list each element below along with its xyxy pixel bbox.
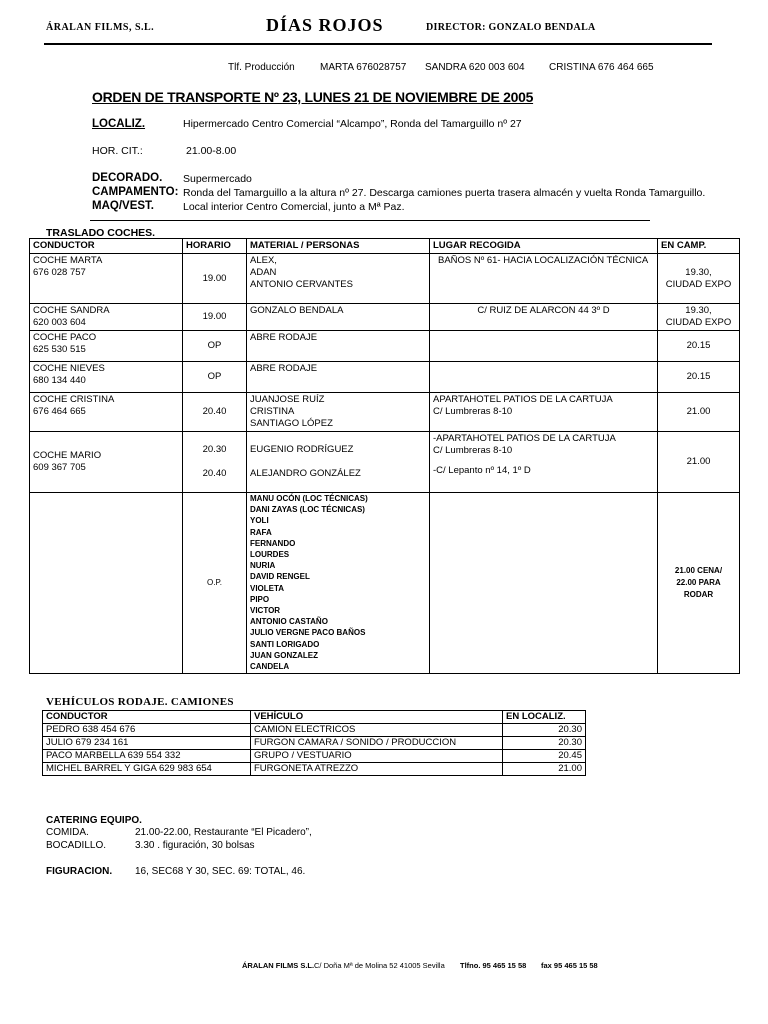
table-row	[30, 304, 740, 331]
vehiculo-cell: FURGONETA ATREZZO	[251, 763, 503, 776]
director-label: DIRECTOR: GONZALO BENDALA	[426, 22, 596, 33]
lugar-cell	[430, 432, 658, 493]
lugar-name: -APARTAHOTEL PATIOS DE LA CARTUJA	[433, 433, 616, 444]
vehiculos-table	[42, 710, 586, 776]
persona: SANTI LORIGADO	[250, 639, 320, 649]
lugar-cell	[430, 393, 658, 432]
traslado-title: TRASLADO COCHES.	[46, 227, 156, 239]
persona: LOURDES	[250, 550, 290, 560]
camp-time: 19.30,	[685, 266, 712, 278]
maq-vest-label: MAQ/VEST.	[92, 200, 154, 212]
personas-cell	[247, 432, 430, 493]
camp-cell: 20.15	[658, 362, 740, 393]
phone-cristina: CRISTINA 676 464 665	[549, 62, 654, 73]
col-material: MATERIAL / PERSONAS	[247, 239, 430, 254]
table-row	[30, 331, 740, 362]
catering-title: CATERING EQUIPO.	[46, 815, 142, 826]
company-name: ÁRALAN FILMS, S.L.	[46, 22, 155, 33]
persona: CANDELA	[250, 662, 290, 672]
footer-fax: fax 95 465 15 58	[541, 961, 598, 970]
footer-company: ÁRALAN FILMS S.L.	[242, 961, 315, 970]
col-localiz: EN LOCALIZ.	[503, 711, 586, 724]
hor-cit-label: HOR. CIT.:	[92, 145, 143, 157]
horario-cell: OP	[183, 362, 247, 393]
conductor-cell	[30, 432, 183, 493]
conductor-name: COCHE MARIO	[33, 450, 102, 461]
persona: VIOLETA	[250, 583, 285, 593]
lugar-cell: BAÑOS Nº 61- HACIA LOCALIZACIÓN TÉCNICA	[430, 254, 658, 304]
col-camp: EN CAMP.	[658, 239, 740, 254]
conductor-name: COCHE CRISTINA	[33, 394, 115, 405]
lugar-cell	[430, 493, 658, 674]
conductor-phone: 676 464 665	[33, 406, 86, 417]
table-row	[43, 724, 586, 737]
conductor-phone: 620 003 604	[33, 317, 86, 328]
horario-cell: 19.00	[183, 304, 247, 331]
camp-place: CIUDAD EXPO	[665, 317, 732, 328]
personas-cell: GONZALO BENDALA	[247, 304, 430, 331]
horario-1: 20.30	[202, 444, 227, 455]
conductor-phone: 676 028 757	[33, 267, 86, 278]
comida-label: COMIDA.	[46, 827, 89, 838]
lugar-cell	[430, 331, 658, 362]
camp-line: 21.00 CENA/	[674, 566, 723, 576]
table-row	[43, 763, 586, 776]
conductor-phone: 625 530 515	[33, 344, 86, 355]
camp-cell: 20.15	[658, 331, 740, 362]
col-lugar: LUGAR RECOGIDA	[430, 239, 658, 254]
table-header-row	[43, 711, 586, 724]
table-row	[30, 254, 740, 304]
persona: NURIA	[250, 561, 276, 571]
campamento-label: CAMPAMENTO:	[92, 186, 179, 198]
persona: FERNANDO	[250, 538, 296, 548]
col-horario: HORARIO	[183, 239, 247, 254]
localiz-label: LOCALIZ.	[92, 118, 146, 130]
camp-cell	[658, 254, 740, 304]
conductor-cell: PEDRO 638 454 676	[43, 724, 251, 737]
horario-2: 20.40	[202, 468, 227, 479]
order-title: ORDEN DE TRANSPORTE Nº 23, LUNES 21 DE NOVIEMBRE DE 2005	[92, 89, 534, 105]
persona: DAVID RENGEL	[250, 572, 310, 582]
personas-cell: ABRE RODAJE	[247, 331, 430, 362]
table-header-row	[30, 239, 740, 254]
persona: JUAN GONZALEZ	[250, 650, 318, 660]
conductor-name: COCHE PACO	[33, 332, 97, 343]
conductor-cell: PACO MARBELLA 639 554 332	[43, 750, 251, 763]
lugar-name: -C/ Lepanto nº 14, 1º D	[433, 465, 531, 476]
phone-sandra: SANDRA 620 003 604	[425, 62, 525, 73]
persona: JUANJOSE RUÍZ	[250, 394, 325, 405]
persona: PIPO	[250, 594, 270, 604]
persona: JULIO VERGNE PACO BAÑOS	[250, 628, 366, 638]
persona: MANU OCÓN (LOC TÉCNICAS)	[250, 494, 368, 503]
traslado-table	[29, 238, 740, 674]
conductor-cell	[30, 393, 183, 432]
camp-cell	[658, 493, 740, 674]
vehiculo-cell: FURGON CAMARA / SONIDO / PRODUCCION	[251, 737, 503, 750]
horario-cell: OP	[183, 331, 247, 362]
phone-marta: MARTA 676028757	[320, 62, 407, 73]
camp-place: CIUDAD EXPO	[665, 278, 732, 290]
hora-cell: 20.30	[503, 724, 586, 737]
decorado-value: Supermercado	[183, 173, 252, 185]
horario-cell: 20.40	[183, 393, 247, 432]
persona: SANTIAGO LÓPEZ	[250, 418, 333, 429]
persona: ADAN	[250, 267, 277, 278]
table-row	[43, 750, 586, 763]
table-row	[30, 493, 740, 674]
persona: YOLI	[250, 516, 269, 526]
camp-cell: 21.00	[658, 393, 740, 432]
conductor-phone: 680 134 440	[33, 375, 86, 386]
hora-cell: 20.45	[503, 750, 586, 763]
persona: VICTOR	[250, 606, 281, 616]
conductor-name: COCHE MARTA	[33, 255, 103, 266]
col-conductor: CONDUCTOR	[30, 239, 183, 254]
conductor-cell	[30, 493, 183, 674]
camp-line: RODAR	[683, 590, 714, 600]
persona: DANI ZAYAS (LOC TÉCNICAS)	[250, 505, 365, 515]
horario-cell	[183, 432, 247, 493]
vehiculo-cell: CAMION ELECTRICOS	[251, 724, 503, 737]
conductor-cell	[30, 304, 183, 331]
table-row	[43, 737, 586, 750]
production-phone-label: Tlf. Producción	[228, 62, 295, 73]
bocadillo-value: 3.30 . figuración, 30 bolsas	[135, 840, 255, 851]
personas-cell	[247, 493, 430, 674]
lugar-cell: C/ RUIZ DE ALARCON 44 3º D	[430, 304, 658, 331]
persona: CRISTINA	[250, 406, 295, 417]
hor-cit-value: 21.00-8.00	[186, 145, 237, 157]
lugar-address: C/ Lumbreras 8-10	[433, 445, 513, 456]
conductor-cell	[30, 254, 183, 304]
conductor-phone: 609 367 705	[33, 462, 86, 473]
table-row	[30, 432, 740, 493]
conductor-cell: MICHEL BARREL Y GIGA 629 983 654	[43, 763, 251, 776]
horario-cell: O.P.	[183, 493, 247, 674]
persona: ANTONIO CERVANTES	[250, 279, 353, 290]
persona: ALEJANDRO GONZÁLEZ	[250, 468, 361, 479]
persona: ANTONIO CASTAÑO	[250, 617, 328, 627]
personas-cell	[247, 254, 430, 304]
film-title: DÍAS ROJOS	[266, 15, 384, 35]
horario-cell: 19.00	[183, 254, 247, 304]
decorado-label: DECORADO.	[92, 172, 163, 184]
section-divider	[90, 220, 650, 221]
conductor-cell	[30, 331, 183, 362]
comida-value: 21.00-22.00, Restaurante “El Picadero”,	[135, 827, 312, 838]
vehiculo-cell: GRUPO / VESTUARIO	[251, 750, 503, 763]
hora-cell: 20.30	[503, 737, 586, 750]
maq-vest-value: Local interior Centro Comercial, junto a Mª Paz.	[183, 201, 405, 213]
lugar-address: C/ Lumbreras 8-10	[433, 406, 513, 417]
localiz-value: Hipermercado Centro Comercial “Alcampo”, Ronda del Tamarguillo nº 27	[183, 118, 522, 130]
figuracion-value: 16, SEC68 Y 30, SEC. 69: TOTAL, 46.	[135, 866, 306, 877]
camp-time: 19.30,	[685, 305, 712, 316]
table-row	[30, 362, 740, 393]
conductor-cell	[30, 362, 183, 393]
table-row	[30, 393, 740, 432]
header-divider	[44, 43, 712, 45]
personas-cell	[247, 393, 430, 432]
col-vehiculo: VEHÍCULO	[251, 711, 503, 724]
figuracion-label: FIGURACION.	[46, 866, 113, 877]
camp-line: 22.00 PARA	[676, 578, 721, 588]
hora-cell: 21.00	[503, 763, 586, 776]
footer-phone: Tlfno. 95 465 15 58	[460, 961, 527, 970]
persona: ALEX,	[250, 255, 277, 266]
persona: EUGENIO RODRÍGUEZ	[250, 444, 354, 455]
conductor-name: COCHE NIEVES	[33, 363, 105, 374]
conductor-name: COCHE SANDRA	[33, 305, 110, 316]
lugar-name: APARTAHOTEL PATIOS DE LA CARTUJA	[433, 394, 613, 405]
lugar-cell	[430, 362, 658, 393]
footer-address: C/ Doña Mª de Molina 52 41005 Sevilla	[314, 961, 445, 970]
personas-cell: ABRE RODAJE	[247, 362, 430, 393]
camp-cell: 21.00	[658, 432, 740, 493]
conductor-cell: JULIO 679 234 161	[43, 737, 251, 750]
persona: RAFA	[250, 527, 272, 537]
col-conductor: CONDUCTOR	[43, 711, 251, 724]
camp-cell	[658, 304, 740, 331]
campamento-value: Ronda del Tamarguillo a la altura nº 27. Descarga camiones puerta trasera almacén y vuelta Ronda Tamarguillo.	[183, 187, 706, 199]
bocadillo-label: BOCADILLO.	[46, 840, 107, 851]
vehiculos-title: VEHÍCULOS RODAJE. CAMIONES	[46, 696, 234, 708]
